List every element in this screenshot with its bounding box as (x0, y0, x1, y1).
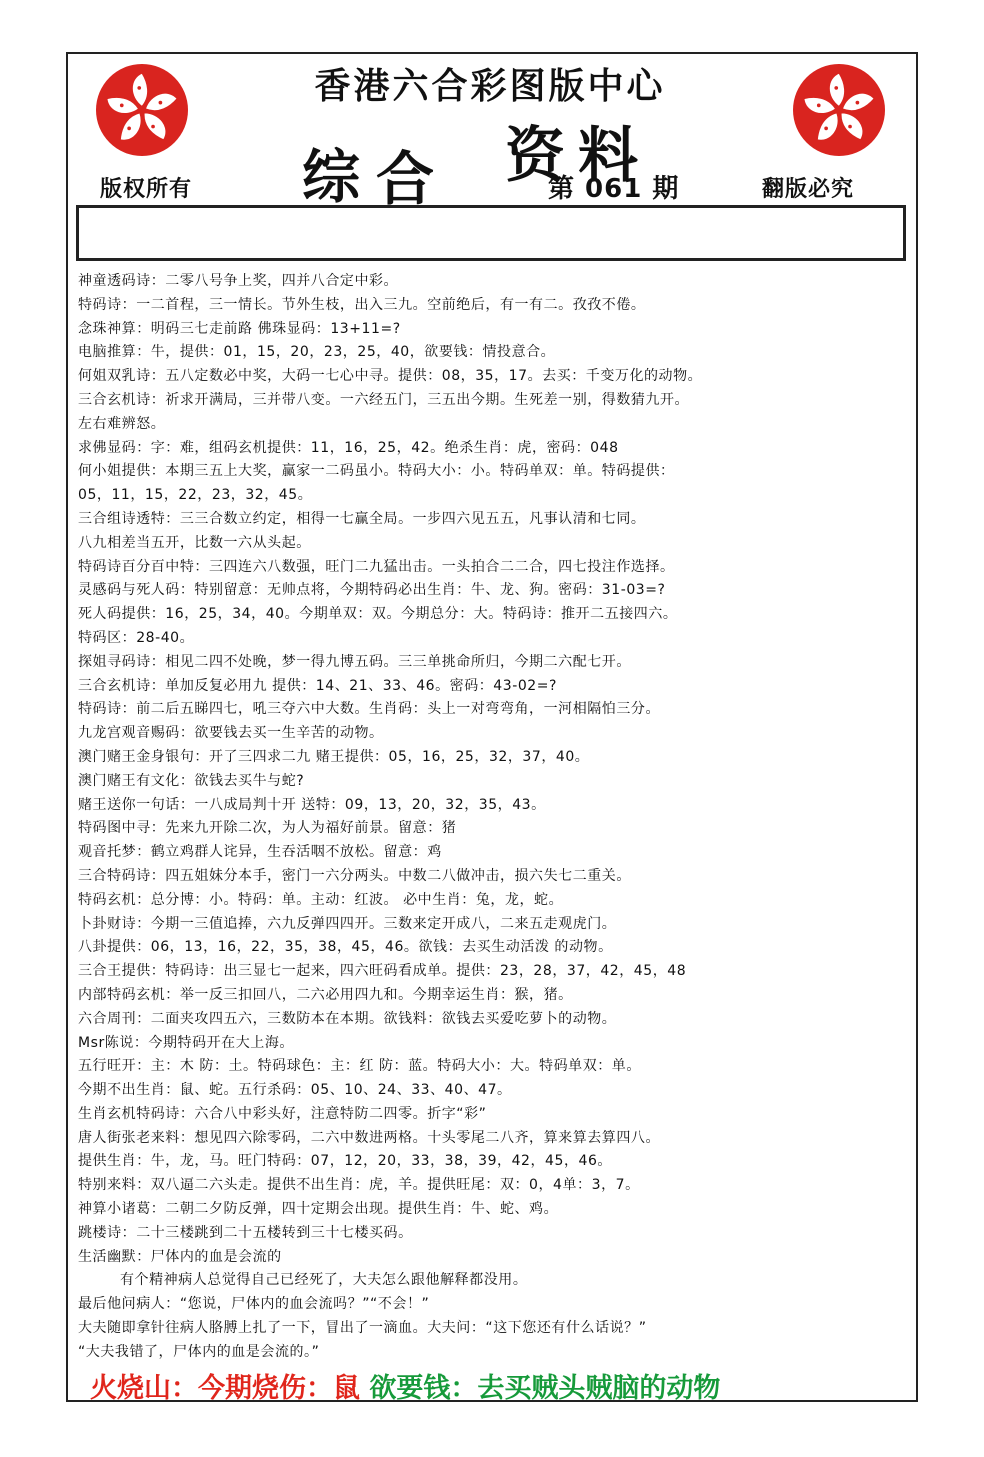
text-line: 05，11，15，22，23，32，45。 (78, 487, 313, 504)
text-line: 特码诗：一二首程，三一情长。节外生枝，出入三九。空前绝后，有一有二。孜孜不倦。 (78, 296, 646, 313)
text-line: 神童透码诗：二零八号争上奖，四并八合定中彩。 (78, 273, 399, 289)
text-line: 三合特码诗：四五姐妹分本手，密门一六分两头。中数二八做冲击，损六失七二重关。 (78, 867, 631, 884)
text-line: 三合玄机诗：单加反复必用九 提供：14、21、33、46。密码：43-02=? (78, 677, 557, 694)
text-line: 特码区：28-40。 (78, 629, 195, 646)
text-line: 有个精神病人总觉得自己已经死了，大夫怎么跟他解释都没用。 (120, 1272, 528, 1289)
text-line: 提供生肖：牛，龙，马。旺门特码：07，12，20，33，38，39，42，45，46。 (78, 1153, 612, 1170)
text-line: 生肖玄机特码诗：六合八中彩头好，注意特防二四零。折字“彩” (78, 1105, 487, 1122)
text-line: 观音托梦：鹤立鸡群人诧异，生吞活咽不放松。留意：鸡 (78, 844, 442, 861)
text-line: 澳门赌王有文化：欲钱去买牛与蛇? (78, 772, 305, 789)
text-line: 特码图中寻：先来九开除二次，为人为福好前景。留意：猪 (78, 820, 457, 837)
text-line: 特别来料：双八逼二六头走。提供不出生肖：虎，羊。提供旺尾：双：0，4单：3，7。 (78, 1177, 640, 1194)
footer-fire-hint: 火烧山：今期烧伤：鼠 (90, 1373, 360, 1404)
text-line: 特码玄机：总分博：小。特码：单。主动：红波。 必中生肖：兔，龙，蛇。 (78, 891, 564, 908)
text-line: 八九相差当五开，比数一六从头起。 (78, 534, 311, 551)
footer-banner (90, 1366, 910, 1405)
big-title-char-2: 合 (376, 145, 435, 213)
big-title-char-4: 料 (578, 121, 638, 191)
big-title-char-1: 综 (302, 143, 361, 211)
text-line: 求佛显码：字：难，组码玄机提供：11，16，25，42。绝杀生肖：虎，密码：048 (78, 439, 619, 456)
text-line: 三合组诗透特：三三合数立约定，相得一七赢全局。一步四六见五五，凡事认清和七同。 (78, 510, 646, 527)
text-line: 卜卦财诗：今期一三值追捧，六九反弹四四开。三数来定开成八，二来五走观虎门。 (78, 915, 617, 932)
text-line: 最后他问病人：“您说，尸体内的血会流吗？”“不会！” (78, 1296, 430, 1313)
bauhinia-flower-icon (96, 64, 188, 156)
text-line: 八卦提供：06，13，16，22，35，38，45，46。欲钱：去买生动活泼 的动物。 (78, 939, 613, 956)
text-line: 念珠神算：明码三七走前路 佛珠显码：13+11=? (78, 320, 401, 337)
footer-money-hint: 欲要钱：去买贼头贼脑的动物 (369, 1373, 721, 1404)
text-line: 神算小诸葛：二朝二夕防反弹，四十定期会出现。提供生肖：牛、蛇、鸡。 (78, 1201, 559, 1218)
bauhinia-flower-icon (793, 64, 885, 156)
text-line: 赌王送你一句话：一八成局判十开 送特：09，13，20，32，35，43。 (78, 796, 546, 813)
text-line: Msr陈说：今期特码开在大上海。 (78, 1034, 294, 1051)
text-line: 六合周刊：二面夹攻四五六，三数防本在本期。欲钱料：欲钱去买爱吃萝卜的动物。 (78, 1010, 617, 1027)
text-line: 死人码提供：16，25，34，40。今期单双：双。今期总分：大。特码诗：推开二五接四六。 (78, 606, 678, 623)
text-line: 三合王提供：特码诗：出三显七一起来，四六旺码看成单。提供：23，28，37，42，45，48 (78, 963, 687, 980)
text-line: 何小姐提供：本期三五上大奖，赢家一二码虽小。特码大小：小。特码单双：单。特码提供： (78, 463, 675, 480)
piracy-warning-label: 翻版必究 (762, 177, 855, 202)
text-line: 何姐双乳诗：五八定数必中奖，大码一七心中寻。提供：08，35，17。去买：千变万化的动物。 (78, 368, 703, 385)
page-title: 香港六合彩图版中心 (314, 66, 666, 107)
text-line: 内部特码玄机：举一反三扣回八，二六必用四九和。今期幸运生肖：猴，猪。 (78, 986, 573, 1003)
text-line: 三合玄机诗：祈求开满局，三并带八变。一六经五门，三五出今期。生死差一别，得数猜九开。 (78, 391, 690, 408)
blank-banner-box (76, 205, 906, 261)
text-line: “大夫我错了，尸体内的血是会流的。” (78, 1343, 320, 1360)
text-line: 澳门赌王金身银句：开了三四求二九 赌王提供：05，16，25，32，37，40。 (78, 748, 590, 765)
text-line: 九龙宫观音赐码：欲要钱去买一生辛苦的动物。 (78, 725, 384, 742)
text-line: 左右难辨怒。 (78, 415, 166, 432)
text-line: 五行旺开：主：木 防：土。特码球色：主：红 防：蓝。特码大小：大。特码单双：单。 (78, 1058, 641, 1075)
copyright-label: 版权所有 (100, 177, 193, 202)
text-line: 唐人街张老来料：想见四六除零码，二六中数进两格。十头零尾二八齐，算来算去算四八。 (78, 1129, 660, 1146)
text-line: 今期不出生肖：鼠、蛇。五行杀码：05、10、24、33、40、47。 (78, 1082, 512, 1099)
text-line: 灵感码与死人码：特别留意：无帅点将，今期特码必出生肖：牛、龙、狗。密码：31-03=? (78, 582, 666, 599)
issue-number: 第 061 期 (548, 174, 680, 204)
text-line: 电脑推算：牛，提供：01，15，20，23，25，40，欲要钱：情投意合。 (78, 344, 556, 361)
text-line: 跳楼诗：二十三楼跳到二十五楼转到三十七楼买码。 (78, 1224, 413, 1241)
content-body (78, 270, 908, 1365)
text-line: 特码诗百分百中特：三四连六八数强，旺门二九猛出击。一头拍合二二合，四七投注作选择。 (78, 558, 675, 575)
text-line: 特码诗：前二后五睇四七，吼三夺六中大数。生肖码：头上一对弯弯角，一河相隔怕三分。 (78, 701, 660, 718)
text-line: 探姐寻码诗：相见二四不处晚，梦一得九博五码。三三单挑命所归，今期二六配七开。 (78, 653, 631, 670)
text-line: 大夫随即拿针往病人胳膊上扎了一下，冒出了一滴血。大夫问：“这下您还有什么话说？” (78, 1320, 647, 1337)
text-line: 生活幽默：尸体内的血是会流的 (78, 1248, 282, 1265)
big-title-char-3: 资 (505, 121, 565, 191)
